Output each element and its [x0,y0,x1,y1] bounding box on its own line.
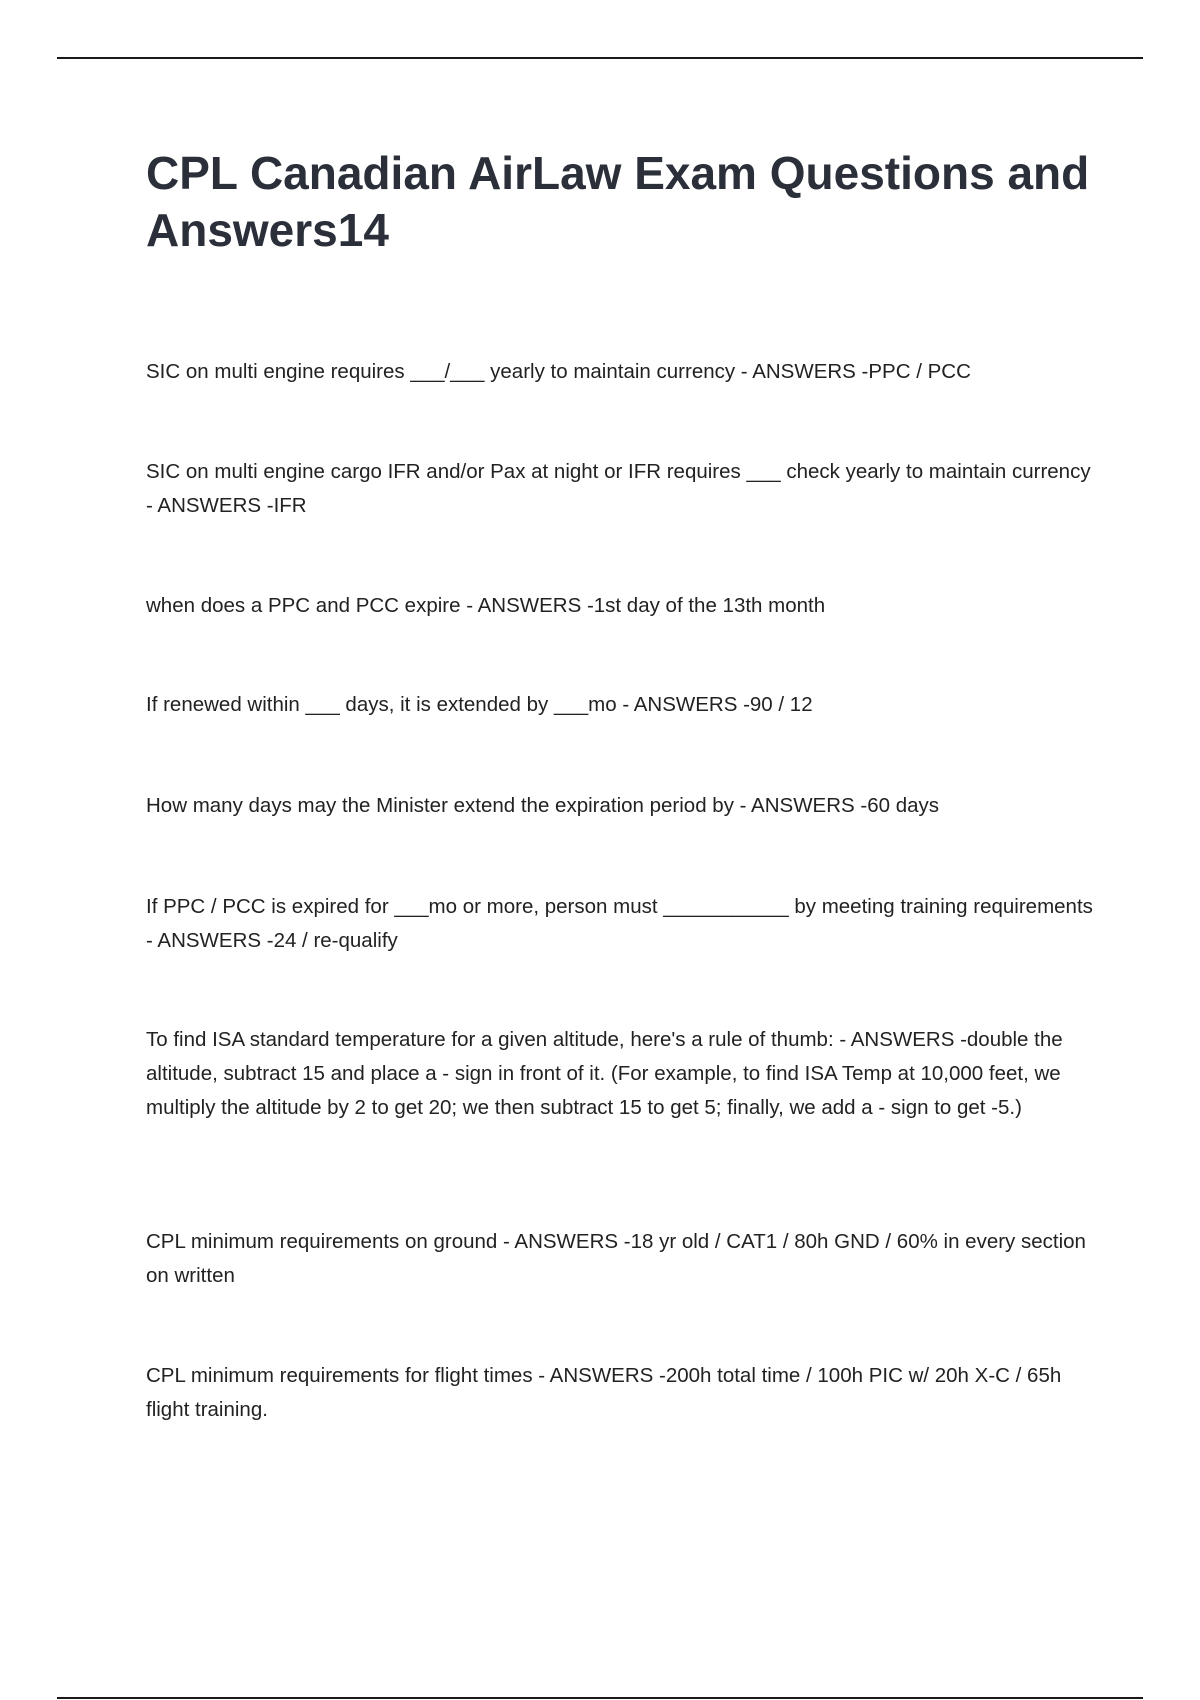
document-title: CPL Canadian AirLaw Exam Questions and Answers14 [146,147,1090,256]
qa-item-6: If PPC / PCC is expired for ___mo or more, person must ___________ by meeting training requirements - ANSWERS -24 / re-qualify [146,895,1093,952]
qa-item-4: If renewed within ___ days, it is extended by ___mo - ANSWERS -90 / 12 [146,693,813,716]
qa-item-7: To find ISA standard temperature for a given altitude, here's a rule of thumb: - ANSWERS -double the altitude, subtract 15 and place a - sign in front of it. (For example, to find ISA Temp at 10,000 feet, we multiply the altitude by 2 to get 20; we then subtract 15 to get 5; finally, we add a - sign to get -5.) [146,1028,1063,1119]
qa-item-2: SIC on multi engine cargo IFR and/or Pax at night or IFR requires ___ check yearly to maintain currency - ANSWERS -IFR [146,460,1091,517]
qa-item-5: How many days may the Minister extend the expiration period by - ANSWERS -60 days [146,794,940,817]
qa-item-9: CPL minimum requirements for flight times - ANSWERS -200h total time / 100h PIC w/ 20h X-C / 65h flight training. [146,1364,1062,1421]
qa-item-1: SIC on multi engine requires ___/___ yearly to maintain currency - ANSWERS -PPC / PCC [146,360,971,383]
top-rule [57,57,1143,59]
qa-item-8: CPL minimum requirements on ground - ANSWERS -18 yr old / CAT1 / 80h GND / 60% in every section on written [146,1230,1086,1287]
bottom-rule [57,1697,1143,1699]
qa-item-3: when does a PPC and PCC expire - ANSWERS -1st day of the 13th month [146,594,826,617]
